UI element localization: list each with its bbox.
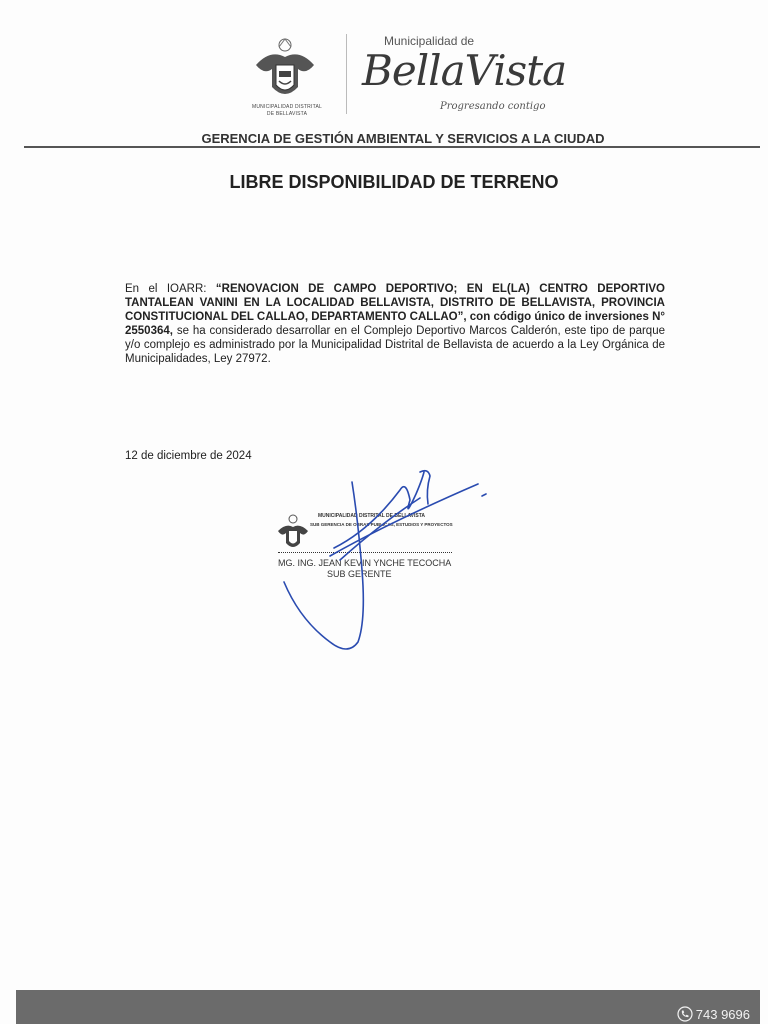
stamp-line-2: SUB GERENCIA DE OBRAS PUBLICAS, ESTUDIOS Y PROYECTOS — [310, 522, 453, 527]
body-paragraph — [125, 282, 665, 366]
phone-icon — [677, 1006, 693, 1022]
heading-rule — [24, 146, 760, 148]
header-divider — [346, 34, 347, 114]
body-rest: se ha considerado desarrollar en el Complejo Deportivo Marcos Calderón, este tipo de parque y/o complejo es administrado por la Municipalidad Distrital de Bellavista de acuerdo a la Ley Orgánica de Municipalidades, Ley 27972. — [125, 325, 665, 365]
department-heading: GERENCIA DE GESTIÓN AMBIENTAL Y SERVICIOS A LA CIUDAD — [201, 131, 605, 146]
stamp-line-1: MUNICIPALIDAD DISTRITAL DE BELLAVISTA — [318, 513, 426, 519]
crest-caption: MUNICIPALIDAD DISTRITAL DE BELLAVISTA — [252, 104, 322, 117]
municipal-crest-icon — [250, 35, 320, 105]
signer-role: SUB GERENTE — [327, 569, 392, 579]
brand-pre-text: Municipalidad de — [384, 34, 475, 48]
brand-logo-text: BellaVista — [362, 46, 567, 95]
document-title: LIBRE DISPONIBILIDAD DE TERRENO — [229, 172, 559, 192]
document-date: 12 de diciembre de 2024 — [125, 450, 252, 462]
brand-tagline: Progresando contigo — [440, 101, 546, 112]
footer-phone — [677, 1006, 750, 1022]
handwritten-signature — [270, 460, 500, 660]
signer-name: MG. ING. JEAN KEVIN YNCHE TECOCHA — [278, 558, 452, 568]
phone-number: 743 9696 — [695, 1006, 750, 1022]
letterhead — [0, 0, 768, 150]
project-name: “RENOVACION DE CAMPO DEPORTIVO; EN EL(LA) CENTRO DEPORTIVO TANTALEAN VANINI EN LA LOCALIDAD BELLAVISTA, DISTRITO DE BELLAVISTA, PROVINCIA CONSTITUCIONAL DEL CALLAO, DEPARTAMENTO CALLAO”, con código único de inversiones N° 2550364, — [125, 283, 666, 337]
body-intro: En el IOARR: — [125, 283, 216, 295]
footer-bar — [16, 990, 760, 1024]
